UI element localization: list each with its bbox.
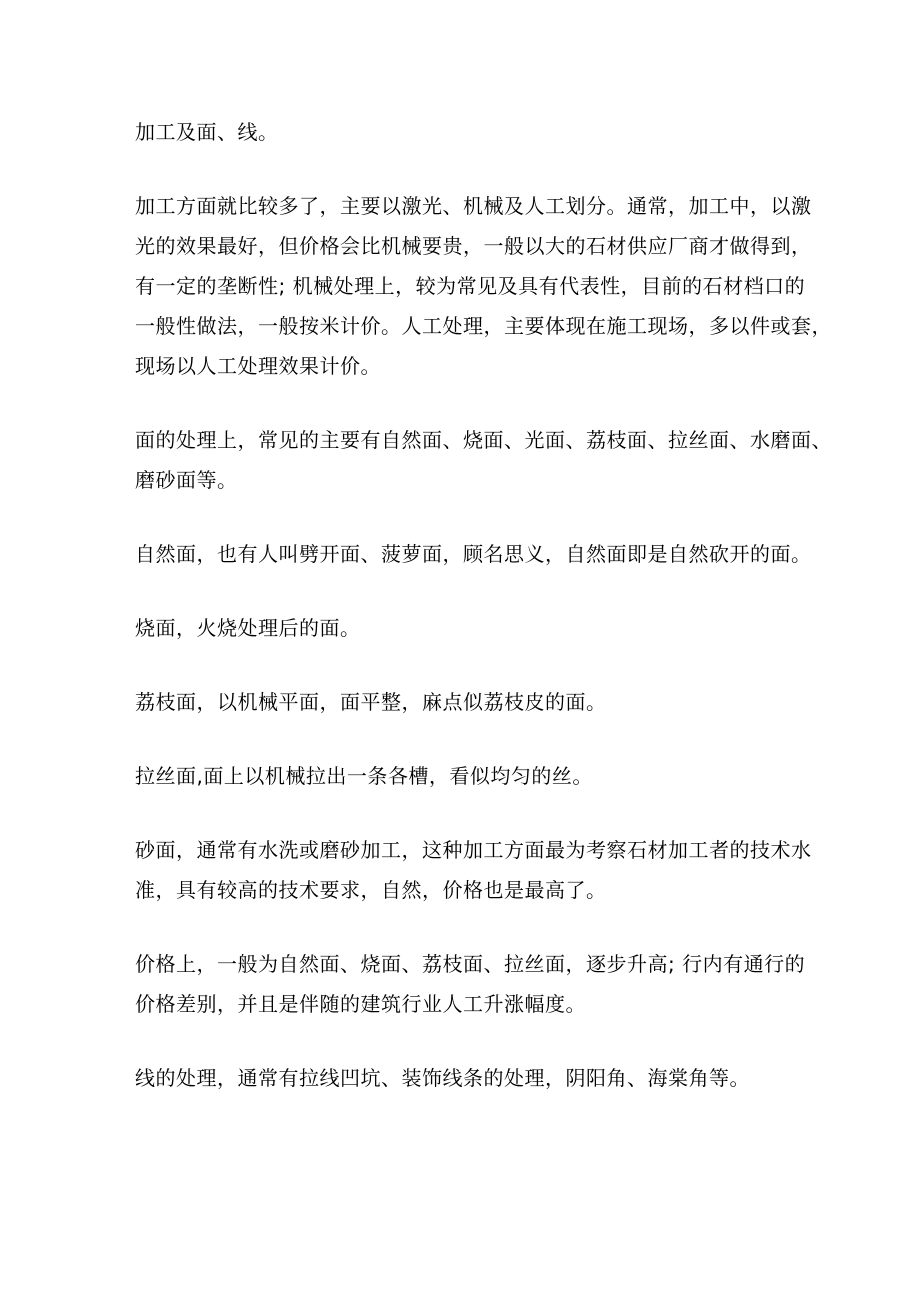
paragraph-10 <box>135 1058 810 1098</box>
paragraph-line: 线的处理，通常有拉线凹坑、装饰线条的处理，阴阳角、海棠角等。 <box>135 1066 750 1090</box>
paragraph-1 <box>135 112 810 152</box>
paragraph-line: 自然面，也有人叫劈开面、菠萝面，顾名思义，自然面即是自然砍开的面。 <box>135 542 812 566</box>
paragraph-6 <box>135 682 810 722</box>
paragraph-3 <box>135 420 832 500</box>
paragraph-line: 面的处理上，常见的主要有自然面、烧面、光面、荔枝面、拉丝面、水磨面、 <box>135 428 832 452</box>
paragraph-line: 现场以人工处理效果计价。 <box>135 354 381 378</box>
paragraph-line: 有一定的垄断性; 机械处理上，较为常见及具有代表性，目前的石材档口的 <box>135 274 806 298</box>
paragraph-line: 价格差别，并且是伴随的建筑行业人工升涨幅度。 <box>135 992 586 1016</box>
paragraph-line: 加工方面就比较多了，主要以激光、机械及人工划分。通常，加工中，以激 <box>135 194 812 218</box>
paragraph-9 <box>135 944 810 1024</box>
paragraph-line: 砂面，通常有水洗或磨砂加工，这种加工方面最为考察石材加工者的技术水 <box>135 838 812 862</box>
paragraph-4 <box>135 534 810 574</box>
paragraph-line: 烧面，火烧处理后的面。 <box>135 616 361 640</box>
paragraph-line: 加工及面、线。 <box>135 120 279 144</box>
paragraph-line: 荔枝面，以机械平面，面平整，麻点似荔枝皮的面。 <box>135 690 607 714</box>
paragraph-5 <box>135 608 810 648</box>
paragraph-7 <box>135 756 810 796</box>
document-body <box>135 112 832 1132</box>
paragraph-line: 光的效果最好，但价格会比机械要贵，一般以大的石材供应厂商才做得到， <box>135 234 812 258</box>
paragraph-2 <box>135 186 832 386</box>
paragraph-line: 价格上，一般为自然面、烧面、荔枝面、拉丝面，逐步升高; 行内有通行的 <box>135 952 806 976</box>
paragraph-line: 一般性做法，一般按米计价。人工处理，主要体现在施工现场，多以件或套， <box>135 314 832 338</box>
paragraph-line: 拉丝面,面上以机械拉出一条各槽，看似均匀的丝。 <box>135 764 593 788</box>
paragraph-line: 磨砂面等。 <box>135 468 238 492</box>
paragraph-line: 准，具有较高的技术要求，自然，价格也是最高了。 <box>135 878 607 902</box>
paragraph-8 <box>135 830 810 910</box>
